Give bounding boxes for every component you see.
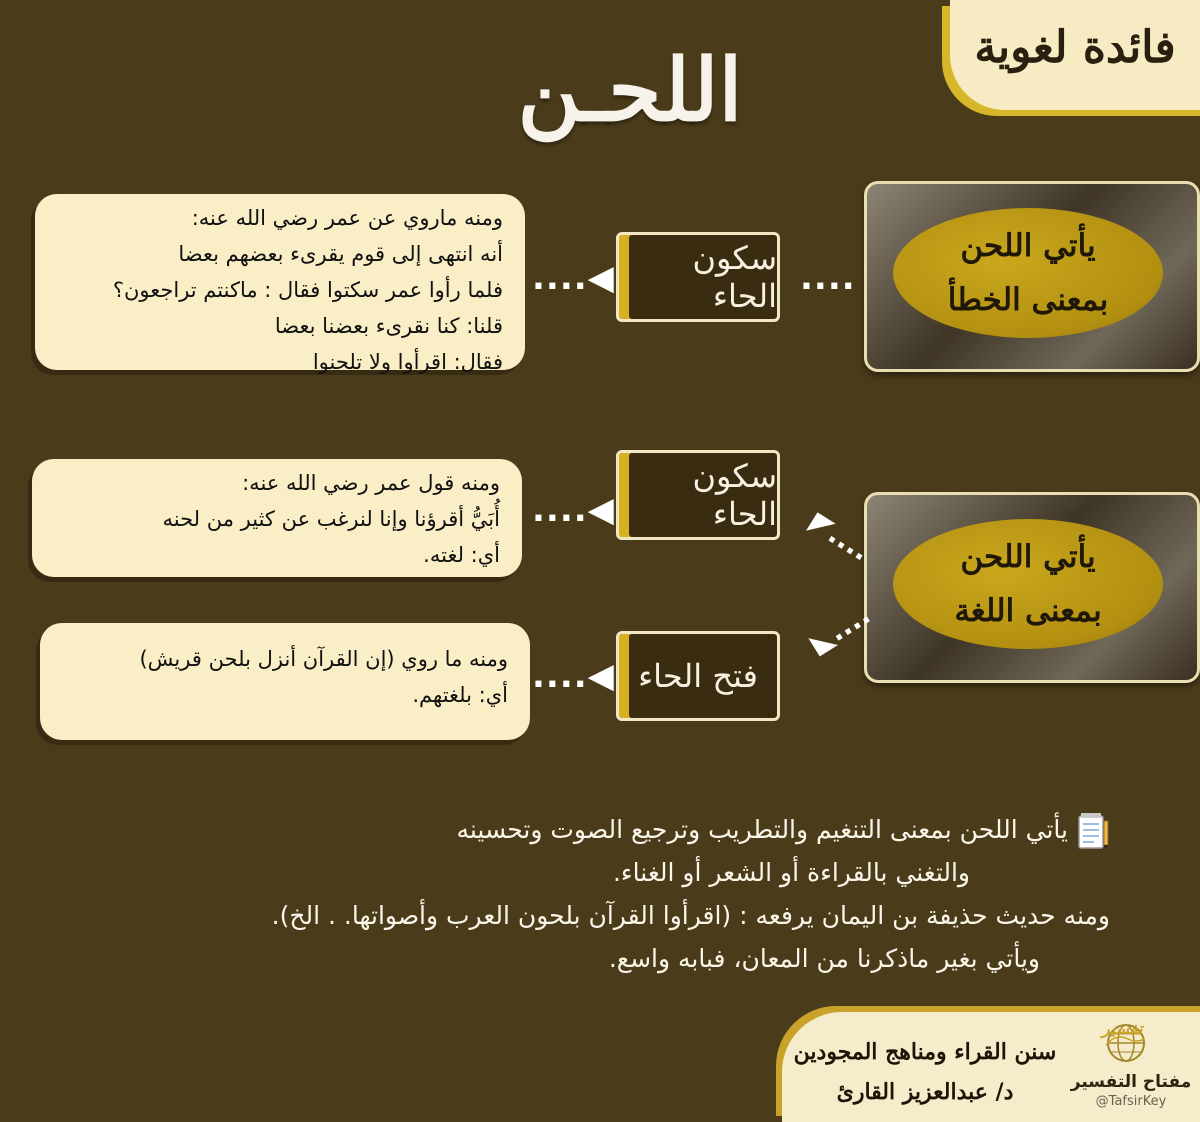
memo-icon — [1076, 811, 1110, 851]
label-text: سكون الحاء — [692, 239, 777, 315]
note-line: يأتي اللحن بمعنى التنغيم والتطريب وترجيع الصوت وتحسينه — [456, 815, 1068, 844]
arrow-diag-up: ◤.... — [804, 505, 876, 568]
label-box-fath — [616, 631, 780, 721]
meaning-line: يأتي اللحن — [960, 228, 1096, 264]
desc-box-2 — [32, 459, 522, 577]
meaning-oval-error — [893, 208, 1163, 338]
note-paragraph — [260, 808, 1110, 980]
desc-line: ومنه قول عمر رضي الله عنه: — [242, 471, 500, 495]
desc-line: أنه انتهى إلى قوم يقرىء بعضهم بعضا — [178, 242, 503, 266]
arrow-label-to-desc: ....◀ — [532, 258, 615, 298]
desc-line: أي: بلغتهم. — [412, 683, 508, 707]
arrow-label-to-desc: ....◀ — [532, 656, 615, 696]
desc-line: ومنه ما روي (إن القرآن أنزل بلحن قريش) — [139, 647, 508, 671]
author-name: د/ عبدالعزيز القارئ — [836, 1079, 1014, 1105]
brand-block — [1062, 1015, 1200, 1111]
arrow-meaning-to-label: .... — [800, 258, 856, 298]
brand-name: مفتاح التفسير — [1070, 1072, 1192, 1092]
meaning-line: بمعنى اللغة — [954, 593, 1102, 629]
badge-label: فائدة لغوية — [974, 22, 1176, 73]
logo-script: تفسير — [1102, 1019, 1143, 1038]
desc-line: فلما رأوا عمر سكتوا فقال : ماكنتم تراجعون؟ — [112, 278, 503, 302]
meaning-oval-language — [893, 519, 1163, 649]
note-line: والتغني بالقراءة أو الشعر أو الغناء. — [612, 858, 970, 887]
desc-line: فقال: اقرأوا ولا تلحنوا — [312, 350, 503, 374]
note-line: ويأتي بغير ماذكرنا من المعان، فبابه واسع. — [608, 944, 1040, 973]
note-line: ومنه حديث حذيفة بن اليمان يرفعه : (اقرأوا القرآن بلحون العرب وأصواتها. . الخ). — [271, 901, 1110, 930]
desc-line: أُبَيُّ أقرؤنا وإنا لنرغب عن كثير من لحنه — [162, 507, 500, 531]
desc-box-1 — [35, 194, 525, 374]
meaning-box-error — [864, 181, 1200, 372]
label-text: سكون الحاء — [692, 457, 777, 533]
meaning-box-language — [864, 492, 1200, 683]
source-reference — [790, 1032, 1060, 1112]
label-text: فتح الحاء — [638, 657, 758, 695]
arrow-diag-down: ◣.... — [804, 597, 876, 660]
arrow-label-to-desc: ....◀ — [532, 490, 615, 530]
desc-line: أي: لغته. — [423, 543, 500, 567]
page-title: اللحـن — [517, 40, 743, 141]
label-box-sukoon-2 — [616, 450, 780, 540]
desc-box-3 — [40, 623, 530, 740]
book-title: سنن القراء ومناهج المجودين — [793, 1039, 1057, 1065]
desc-line: قلنا: كنا نقرىء بعضنا بعضا — [274, 314, 503, 338]
label-box-sukoon-1 — [616, 232, 780, 322]
brand-handle: @TafsirKey — [1095, 1094, 1167, 1109]
desc-line: ومنه ماروي عن عمر رضي الله عنه: — [191, 206, 503, 230]
meaning-line: يأتي اللحن — [960, 539, 1096, 575]
meaning-line: بمعنى الخطأ — [947, 282, 1109, 318]
